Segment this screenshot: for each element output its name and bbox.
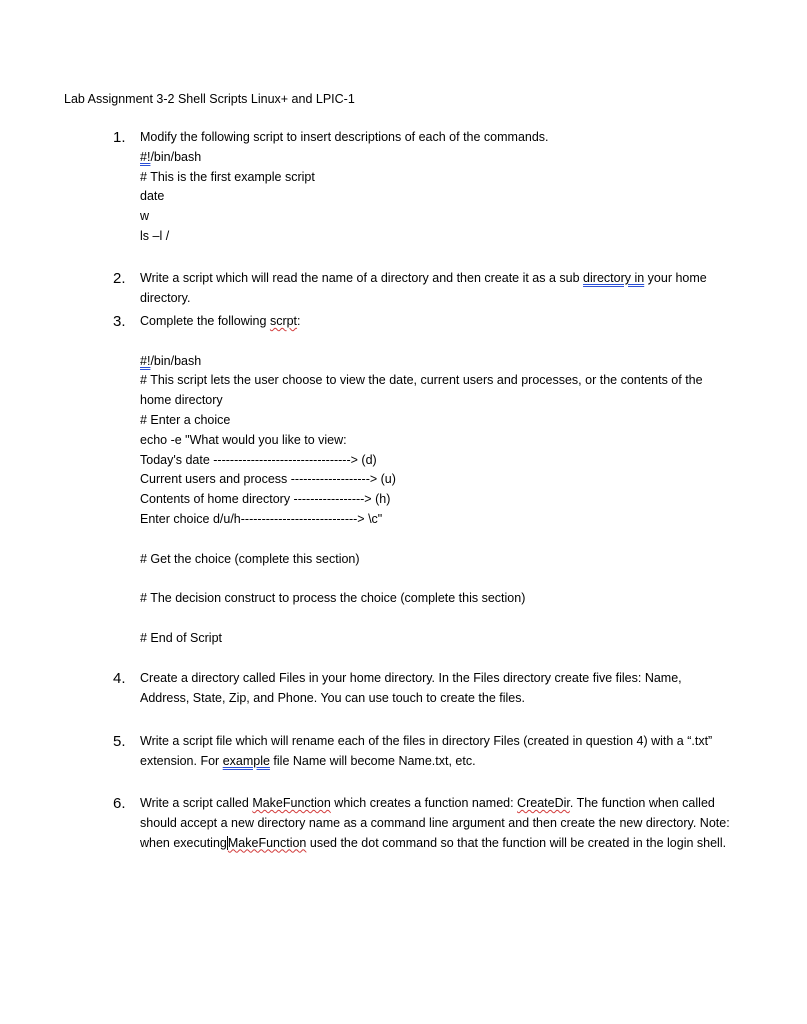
- question-text: Complete the following scrpt:: [140, 314, 301, 328]
- question-number: 4.: [113, 670, 126, 687]
- grammar-flag: #!: [140, 353, 151, 368]
- question-body: [140, 269, 730, 309]
- question-body: [140, 128, 730, 247]
- code-line: Contents of home directory -----------------> (h): [140, 492, 391, 507]
- code-comment: # The decision construct to process the choice (complete this section): [140, 591, 526, 606]
- question-number: 3.: [113, 313, 126, 330]
- question-body: [140, 794, 730, 853]
- code-comment: # This script lets the user choose to view the date, current users and processes, or the contents of the home directory: [140, 373, 703, 408]
- spelling-flag: scrpt: [269, 314, 298, 328]
- code-line: w: [140, 209, 150, 224]
- question-text: Modify the following script to insert descriptions of each of the commands.: [140, 130, 549, 144]
- spelling-flag: CreateDir: [517, 796, 570, 810]
- grammar-flag: #!: [140, 149, 151, 164]
- question-body: [140, 732, 730, 772]
- question-number: 2.: [113, 270, 126, 287]
- code-line: Current users and process -------------------> (u): [140, 472, 396, 487]
- question-text: Create a directory called Files in your home directory. In the Files directory create five files: Name, Address, State, Zip, and Phone. You can use touch to create the files.: [140, 671, 682, 705]
- question-number: 5.: [113, 733, 126, 750]
- question-body: [140, 312, 730, 649]
- code-line: Enter choice d/u/h----------------------------> \c": [140, 511, 383, 526]
- question-text: Write a script called MakeFunction which creates a function named: CreateDir. The function when called should accept a new directory name as a command line argument and then create the new directory. Note: when executingMakeFunction used the dot command so that the function will be created in the login shell.: [140, 796, 730, 850]
- spelling-flag: MakeFunction: [227, 835, 307, 850]
- code-line: echo -e "What would you like to view:: [140, 432, 347, 447]
- question-body: [140, 669, 730, 709]
- code-comment: # Enter a choice: [140, 412, 231, 427]
- code-line-shebang: #!/bin/bash: [140, 149, 202, 164]
- spelling-flag: MakeFunction: [252, 796, 331, 810]
- document-title: Lab Assignment 3-2 Shell Scripts Linux+ and LPIC-1: [64, 92, 355, 106]
- code-line: ls –l /: [140, 228, 170, 243]
- code-comment: # Get the choice (complete this section): [140, 551, 360, 566]
- question-number: 6.: [113, 795, 126, 812]
- grammar-flag: example: [222, 753, 270, 768]
- code-comment: # End of Script: [140, 630, 222, 645]
- grammar-flag: directory in: [583, 271, 645, 285]
- question-text: Write a script file which will rename each of the files in directory Files (created in question 4) with a “.txt” extension. For example file Name will become Name.txt, etc.: [140, 734, 713, 768]
- code-line-shebang: #!/bin/bash: [140, 353, 202, 368]
- code-line: date: [140, 189, 165, 204]
- question-text: Write a script which will read the name of a directory and then create it as a sub directory in your home directory.: [140, 271, 707, 305]
- code-line: Today's date ---------------------------------> (d): [140, 452, 377, 467]
- question-number: 1.: [113, 129, 126, 146]
- code-line: # This is the first example script: [140, 169, 315, 184]
